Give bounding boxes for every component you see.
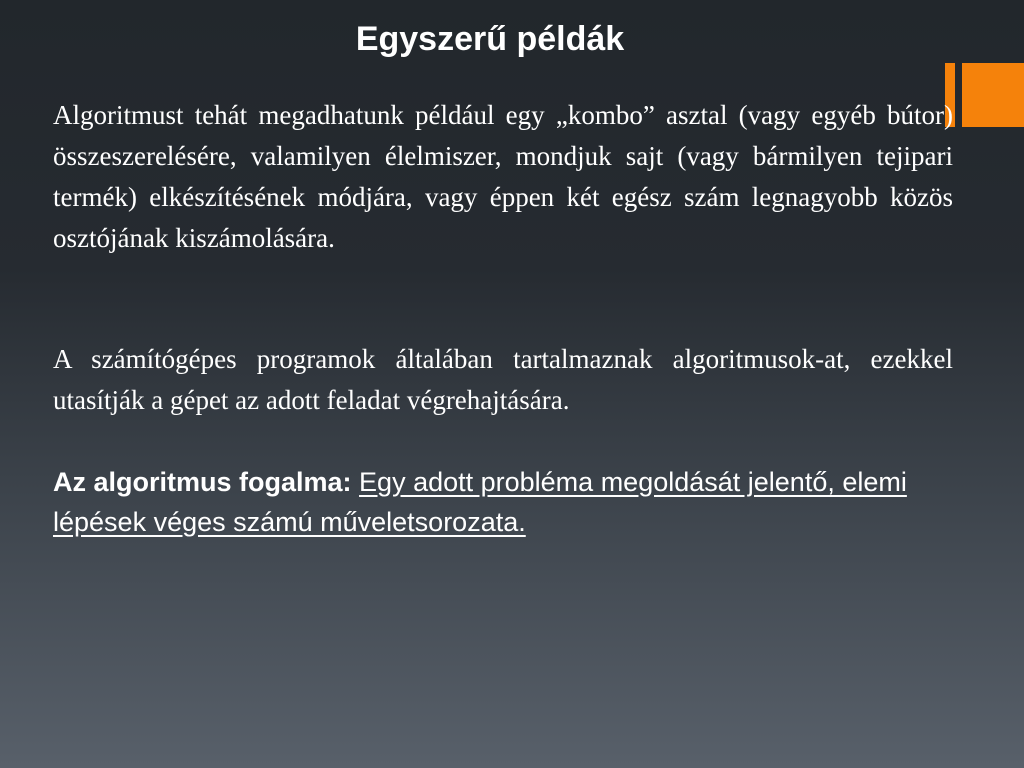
accent-bar-wide	[962, 63, 1024, 127]
slide-title: Egyszerű példák	[355, 20, 625, 58]
paragraph-examples: Algoritmust tehát megadhatunk például egy „kombo” asztal (vagy egyéb bútor) összeszerelésére, valamilyen élelmiszer, mondjuk sajt (vagy bármilyen tejipari termék) elkészítésének módjára, vagy éppen két egész szám legnagyobb közös osztójának kiszámolására.	[53, 100, 953, 253]
paragraph-programs: A számítógépes programok általában tartalmaznak algoritmusok-at, ezekkel utasítják a gépet az adott feladat végrehajtására.	[53, 344, 953, 415]
definition-block	[53, 462, 953, 542]
definition-term: Az algoritmus fogalma:	[53, 467, 352, 497]
definition-text: Egy adott probléma megoldását jelentő, elemi lépések véges számú műveletsorozata.	[53, 467, 907, 537]
